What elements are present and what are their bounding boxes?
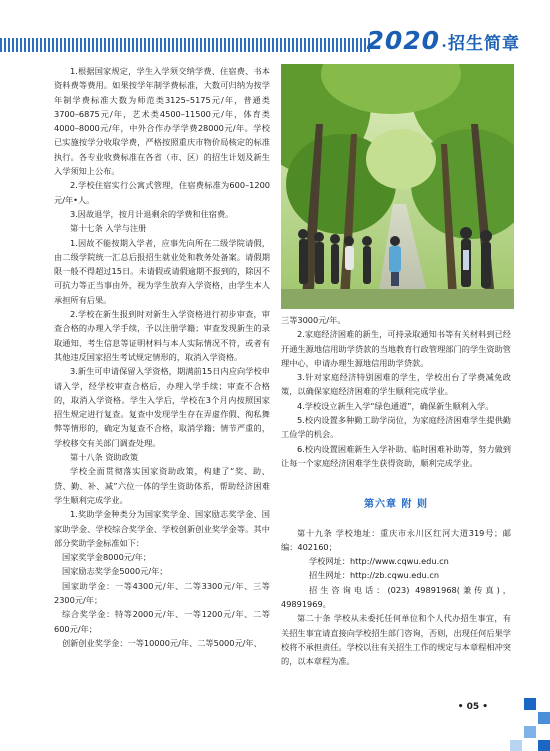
- paragraph-aid-policy: 学校全面贯彻落实国家资助政策，构建了“奖、助、贷、勤、补、减”六位一体的学生资助体系，帮助经济困难学生顺利完成学业。: [54, 466, 270, 505]
- corner-decoration: [510, 680, 550, 751]
- paragraph-green-channel: 4.学校设立新生入学“绿色通道”，确保新生顺利入学。: [297, 400, 494, 411]
- grant-national: 国家助学金：一等4300元/年、二等3300元/年、三等2300元/年；: [54, 580, 270, 605]
- paragraph-tuition-waiver: 3.针对家庭经济特别困难的学生，学校出台了学费减免政策，以确保家庭经济困难的学生顺利完成学业。: [281, 372, 511, 397]
- paragraph-leave: 1.因故不能按期入学者，应事先向所在二级学院请假，由二级学院统一汇总后报招生就业处和教务处备案。请假期限一般不得超过15日。未请假或请假逾期不报到的，除因不可抗力等正当事由外，视为学生放弃入学资格，由学生本人承担所有后果。: [54, 237, 270, 305]
- scholarship-national: 国家奖学金8000元/年；: [62, 552, 152, 563]
- article-20: 第二十条 学校从未委托任何单位和个人代办招生事宜，有关招生事宜请直接向学校招生部门咨询，否则，出现任何后果学校将不承担责任。学校以往有关招生工作的规定与本章程相冲突的，以本章程为准。: [281, 613, 511, 667]
- campus-photo: [281, 64, 514, 309]
- admission-phone: 招生咨询电话：(023) 49891968(兼传真)，49891969。: [281, 584, 511, 610]
- article-18-heading: 第十八条 资助政策: [70, 452, 139, 463]
- paragraph-continued: 三等3000元/年。: [281, 315, 346, 325]
- left-column: [54, 64, 270, 650]
- scholarship-innovation: 创新创业奖学金：一等10000元/年、二等5000元/年、: [62, 637, 262, 648]
- school-website: 学校网址：http://www.cqwu.edu.cn: [309, 556, 449, 567]
- article-17-heading: 第十七条 入学与注册: [70, 223, 147, 234]
- paragraph-dorm: 2.学校住宿实行公寓式管理，住宿费标准为600–1200元/年•人。: [54, 180, 270, 205]
- header-subtitle: 招生简章: [448, 34, 520, 54]
- header-stripe-band: [0, 38, 372, 52]
- header-dot: •: [441, 41, 447, 52]
- paragraph-fees: 1.根据国家规定，学生入学须交纳学费、住宿费、书本资料费等费用。如果按学年制学费标准，大数可归纳为按学年制学费标准大数为师范类3125–5175元/年，普通类3700–6875元/年，艺术类4500–11500元/年，体育类4000–8000元/年，中外合作办学学费28000元/年。学校已实施按学分收取学费，严格按照重庆市物价局核定的标准执行。各专业收费标准在各省（市、区）的招生计划及新生入学须知上公布。: [54, 66, 270, 177]
- paragraph-loan: 2.家庭经济困难的新生，可持录取通知书等有关材料到已经开通生源地信用助学贷款的当地教育行政管理部门的学生资助管理中心，申请办理生源地信用助学贷款。: [281, 329, 511, 368]
- scholarship-comprehensive: 综合奖学金：特等2000元/年、一等1200元/年、二等600元/年；: [54, 609, 270, 634]
- paragraph-review: 2.学校在新生报到时对新生入学资格进行初步审查，审查合格的办理入学手续，予以注册学籍；审查发现新生的录取通知、考生信息等证明材料与本人实际情况不符，或者有其他违反国家招生考试规定情形的，取消入学资格。: [54, 309, 270, 362]
- article-19-address: 第十九条 学校地址：重庆市永川区红河大道319号；邮编：402160；: [281, 527, 511, 552]
- paragraph-hardship-aid: 6.校内设置困难新生入学补助、临时困难补助等，努力做到让每一个家庭经济困难学生获得资助，顺利完成学业。: [281, 443, 511, 468]
- paragraph-scholarships: 1.奖助学金种类分为国家奖学金、国家励志奖学金、国家助学金、学校综合奖学金、学校创新创业奖学金等。其中部分奖助学金标准如下：: [54, 509, 270, 548]
- paragraph-refund: 3.因故退学，按月计退剩余的学费和住宿费。: [70, 208, 234, 219]
- chapter-heading: 第六章 附 则: [364, 499, 428, 511]
- paragraph-retain: 3.新生可申请保留入学资格，期满前15日内应向学校申请入学，经学校审查合格后，办理入学手续；审查不合格的，取消入学资格。学生入学后，学校在3个月内按照国家招生规定进行复查。复查中发现学生存在弄虚作假、徇私舞弊等情形的，确定为复查不合格，取消学籍；情节严重的，学校移交有关部门调查处理。: [54, 366, 270, 448]
- header-year: 2020: [366, 26, 441, 55]
- header-title: [367, 26, 521, 56]
- right-column: [281, 313, 511, 669]
- scholarship-inspiration: 国家励志奖学金5000元/年；: [62, 566, 168, 577]
- paragraph-work-study: 5.校内设置多种勤工助学岗位，为家庭经济困难学生提供勤工俭学的机会。: [281, 415, 511, 440]
- admission-website: 招生网址：http://zb.cqwu.edu.cn: [309, 570, 440, 581]
- page-number: • 05 •: [457, 702, 488, 712]
